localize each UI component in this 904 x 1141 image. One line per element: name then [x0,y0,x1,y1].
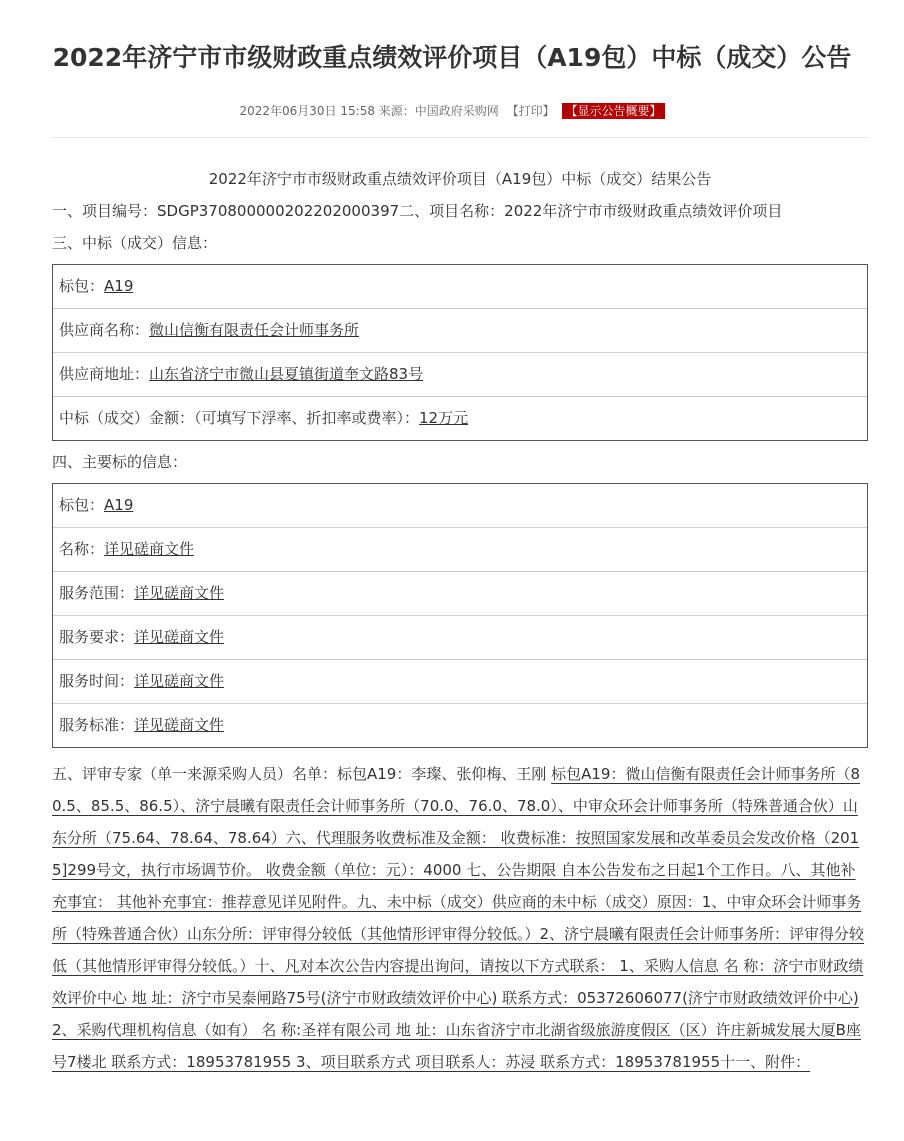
details-underlined-text: 标包A19：微山信衡有限责任会计师事务所（80.5、85.5、86.5）、济宁晨曦有限责任会计师事务所（70.0、76.0、78.0）、中审众环会计师事务所（特殊普通合伙）山东分所（75.64、78.64、78.64）六、代理服务收费标准及金额： 收费标准：按照国家发展和改革委员会发改价格（2015]299号文，执行市场调节价。 收费金额（单位：元）：4000 七、公告期限 自本公告发布之日起1个工作日。八、其他补充事宜： 其他补充事宜：推荐意见详见附件。九、未中标（成交）供应商的未中标（成交）原因：1、中审众环会计师事务所（特殊普通合伙）山东分所：评审得分较低（其他情形评审得分较低。）2、济宁晨曦有限责任会计师事务所：评审得分较低（其他情形评审得分较低。）十、凡对本次公告内容提出询问，请按以下方式联系： 1、采购人信息 名 称：济宁市财政绩效评价中心 地 址：济宁市吴泰闸路75号(济宁市财政绩效评价中心) 联系方式：05372606077(济宁市财政绩效评价中心) 2、采购代理机构信息（如有） 名 称:圣祥有限公司 地 址：山东省济宁市北湖省级旅游度假区（区）许庄新城发展大厦B座号7楼北 联系方式：18953781955 3、项目联系方式 项目联系人：苏浸 联系方式：18953781955十一、附件： [52,765,865,1071]
subject-package-row [53,484,867,527]
service-standard-row [53,703,867,747]
meta-line [0,102,904,119]
source-text: 来源：中国政府采购网 [378,104,499,118]
service-time-value: 详见磋商文件 [134,672,225,690]
award-amount-row [53,396,867,440]
award-package-row [53,265,867,308]
supplier-address-label: 供应商地址： [59,365,150,383]
project-number-line: 一、项目编号：SDGP370800000202202000397二、项目名称：2022年济宁市市级财政重点绩效评价项目 [52,202,783,220]
print-link[interactable]: 【打印】 [506,104,555,118]
subject-name-value: 详见磋商文件 [104,540,195,558]
service-requirement-row [53,615,867,659]
award-amount-label: 中标（成交）金额：（可填写下浮率、折扣率或费率）： [59,409,420,427]
subject-name-label: 名称： [59,540,105,558]
supplier-address-value: 山东省济宁市微山县夏镇街道奎文路83号 [149,365,424,383]
subject-name-row [53,527,867,571]
page-title: 2022年济宁市市级财政重点绩效评价项目（A19包）中标（成交）公告 [52,43,852,72]
service-scope-label: 服务范围： [59,584,135,602]
supplier-name-row [53,308,867,352]
service-scope-value: 详见磋商文件 [134,584,225,602]
announcement-body [52,168,868,1078]
award-package-label: 标包： [59,277,105,295]
service-scope-row [53,571,867,615]
divider [52,137,868,138]
subject-info-table [52,483,868,748]
subject-package-label: 标包： [59,496,105,514]
service-standard-value: 详见磋商文件 [134,716,225,734]
award-info-heading: 三、中标（成交）信息： [52,234,218,252]
supplier-name-value: 微山信衡有限责任会计师事务所 [149,321,360,339]
supplier-name-label: 供应商名称： [59,321,150,339]
service-requirement-label: 服务要求： [59,628,135,646]
service-time-row [53,659,867,703]
announcement-subtitle: 2022年济宁市市级财政重点绩效评价项目（A19包）中标（成交）结果公告 [208,170,712,188]
details-paragraph [52,758,868,1078]
review-experts-text: 五、评审专家（单一来源采购人员）名单：标包A19：李璨、张仰梅、王刚 [52,765,552,783]
service-time-label: 服务时间： [59,672,135,690]
service-requirement-value: 详见磋商文件 [134,628,225,646]
supplier-address-row [53,352,867,396]
service-standard-label: 服务标准： [59,716,135,734]
subject-info-heading: 四、主要标的信息： [52,453,188,471]
show-summary-button[interactable]: 【显示公告概要】 [562,103,664,119]
award-package-value: A19 [104,277,134,295]
award-info-table [52,264,868,441]
subject-package-value: A19 [104,496,134,514]
award-amount-value: 12万元 [419,409,469,427]
publish-date: 2022年06月30日 15:58 [239,104,375,118]
